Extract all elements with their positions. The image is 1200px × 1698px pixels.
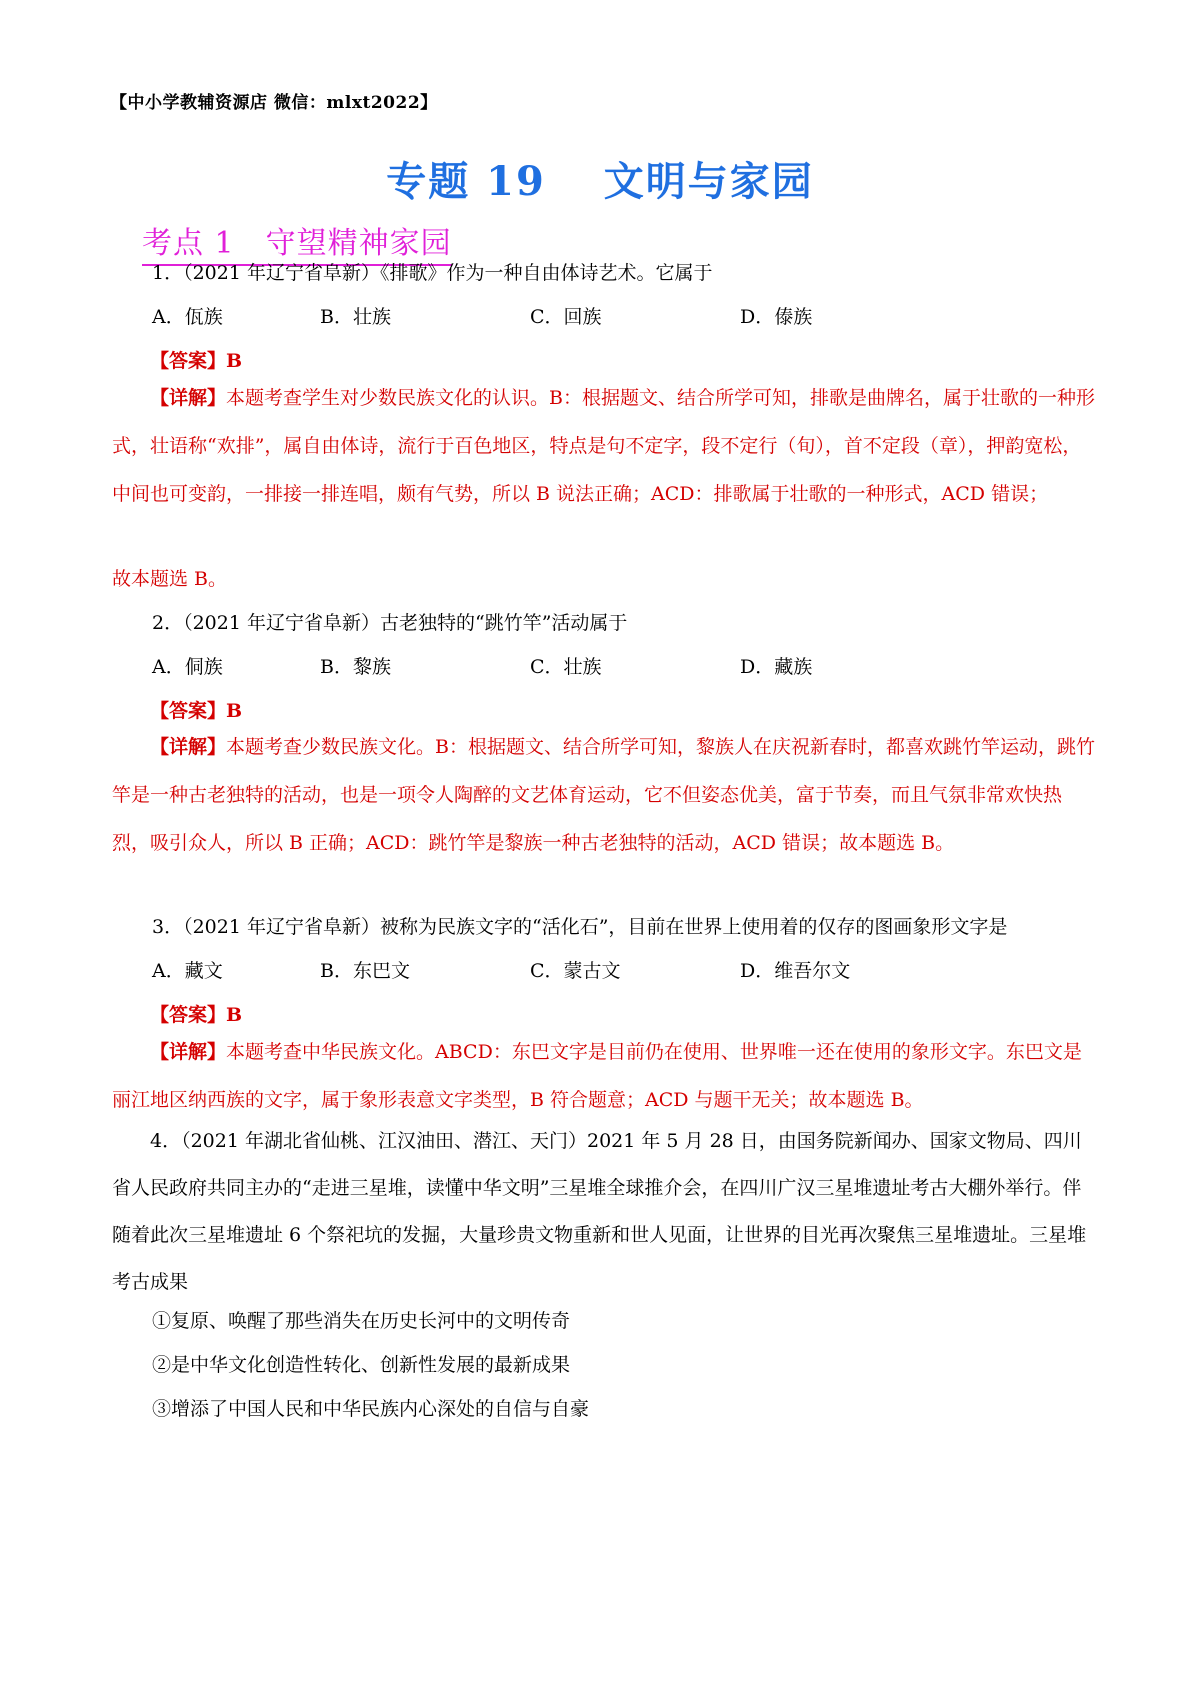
question-3-option-a: A．藏文 (152, 960, 223, 982)
question-4-item-3: ③增添了中国人民和中华民族内心深处的自信与自豪 (152, 1398, 590, 1420)
detail-text: 本题考查少数民族文化。B：根据题文、结合所学可知，黎族人在庆祝新春时，都喜欢跳竹竿运动，跳竹竿是一种古老独特的活动，也是一项令人陶醉的文艺体育运动，它不但姿态优美，富于节奏，而且气氛非常欢快热烈，吸引众人，所以 B 正确；ACD：跳竹竿是黎族一种古老独特的活动，ACD 错误；故本题选 B。 (112, 736, 1095, 854)
question-1-option-a: A．佤族 (152, 306, 223, 328)
question-2-option-c: C．壮族 (530, 656, 602, 678)
section-title: 考点 1 守望精神家园 (142, 218, 452, 266)
question-3-option-d: D．维吾尔文 (740, 960, 851, 982)
question-3-stem: 3．（2021 年辽宁省阜新）被称为民族文字的“活化石”，目前在世界上使用着的仅存的图画象形文字是 (152, 916, 1008, 938)
question-2-answer: 【答案】B (150, 700, 243, 722)
question-2-option-a: A．侗族 (152, 656, 223, 678)
question-1-option-d: D．傣族 (740, 306, 813, 328)
question-3-option-c: C．蒙古文 (530, 960, 621, 982)
detail-text: 本题考查学生对少数民族文化的认识。B：根据题文、结合所学可知，排歌是曲牌名，属于壮歌的一种形式，壮语称“欢排”，属自由体诗，流行于百色地区，特点是句不定字，段不定行（旬），首不定段（章），押韵宽松，中间也可变韵，一排接一排连唱，颇有气势，所以 B 说法正确；ACD：排歌属于壮歌的一种形式，ACD 错误； (112, 387, 1095, 505)
question-2-option-d: D．藏族 (740, 656, 813, 678)
question-3-options (152, 956, 1052, 986)
detail-label: 【详解】 (150, 1041, 227, 1063)
question-2-detail (112, 723, 1097, 867)
question-3-answer: 【答案】B (150, 1004, 243, 1026)
question-3-detail (112, 1028, 1097, 1124)
question-4-item-1: ①复原、唤醒了那些消失在历史长河中的文明传奇 (152, 1310, 571, 1332)
question-1-detail (112, 374, 1097, 518)
question-4-item-2: ②是中华文化创造性转化、创新性发展的最新成果 (152, 1354, 571, 1376)
question-2-option-b: B．黎族 (320, 656, 391, 678)
question-1-option-b: B．壮族 (320, 306, 391, 328)
question-1-conclusion: 故本题选 B。 (112, 568, 228, 590)
question-1-answer: 【答案】B (150, 350, 243, 372)
question-1-options (152, 302, 1052, 332)
question-2-stem: 2．（2021 年辽宁省阜新）古老独特的“跳竹竿”活动属于 (152, 612, 628, 634)
question-1-option-c: C．回族 (530, 306, 602, 328)
question-1-stem: 1．（2021 年辽宁省阜新）《排歌》作为一种自由体诗艺术。它属于 (152, 262, 713, 284)
question-4-stem: 4．（2021 年湖北省仙桃、江汉油田、潜江、天门）2021 年 5 月 28 日，由国务院新闻办、国家文物局、四川省人民政府共同主办的“走进三星堆，读懂中华文明”三星堆全球推介会，在四川广汉三星堆遗址考古大棚外举行。伴随着此次三星堆遗址 6 个祭祀坑的发掘，大量珍贵文物重新和世人见面，让世界的目光再次聚焦三星堆遗址。三星堆考古成果 (112, 1130, 1087, 1293)
question-3-option-b: B．东巴文 (320, 960, 410, 982)
detail-label: 【详解】 (150, 387, 227, 409)
header-note: 【中小学教辅资源店 微信：mlxt2022】 (110, 93, 438, 113)
document-title: 专题 19 文明与家园 (386, 158, 814, 205)
detail-label: 【详解】 (150, 736, 227, 758)
detail-text: 本题考查中华民族文化。ABCD：东巴文字是目前仍在使用、世界唯一还在使用的象形文字。东巴文是丽江地区纳西族的文字，属于象形表意文字类型，B 符合题意；ACD 与题干无关；故本题选 B。 (112, 1041, 1082, 1111)
question-2-options (152, 652, 1052, 682)
